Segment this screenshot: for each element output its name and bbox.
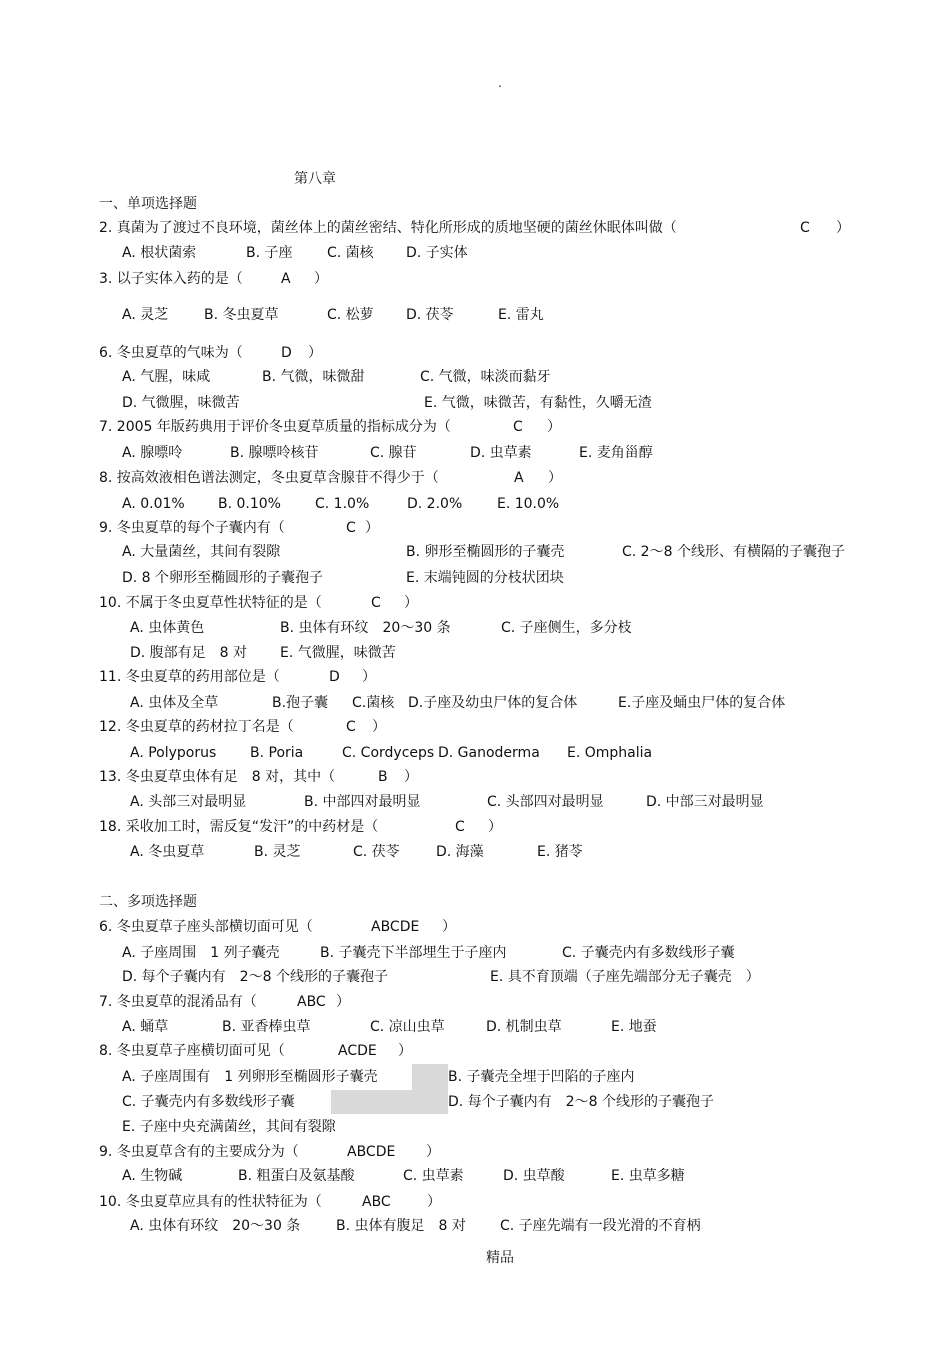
option: A. 大量菌丝，其间有裂隙: [122, 544, 281, 560]
option: B. Poria: [250, 745, 304, 761]
question-stem: 8. 按高效液相色谱法测定，冬虫夏草含腺苷不得少于（: [99, 470, 439, 486]
option: C. Cordyceps: [342, 745, 435, 761]
option: D. 机制虫草: [486, 1019, 562, 1035]
option: D. 每个子囊内有 2～8 个线形的子囊孢子: [448, 1094, 714, 1110]
option: A. 冬虫夏草: [130, 844, 205, 860]
question-close: ）: [308, 345, 322, 361]
option: D. 子实体: [406, 245, 468, 261]
option: D.子座及幼虫尸体的复合体: [408, 695, 578, 711]
option: B. 冬虫夏草: [204, 307, 279, 323]
option: B. 子座: [246, 245, 293, 261]
question-stem: 13. 冬虫夏草虫体有足 8 对，其中（: [99, 769, 336, 785]
shaded-block: [412, 1064, 448, 1090]
option: D. 每个子囊内有 2～8 个线形的子囊孢子: [122, 969, 388, 985]
option: A. 子座周围 1 列子囊壳: [122, 945, 280, 961]
question-close: ）: [427, 1194, 441, 1210]
option: C. 子座侧生，多分枝: [501, 620, 632, 636]
option: A. 腺嘌呤: [122, 445, 183, 461]
option: C. 1.0%: [315, 496, 370, 512]
option: E. 地蚕: [611, 1019, 657, 1035]
option: D. 虫草酸: [503, 1168, 565, 1184]
question-stem: 9. 冬虫夏草含有的主要成分为（: [99, 1144, 299, 1160]
option: A. 头部三对最明显: [130, 794, 247, 810]
option: C. 子囊壳内有多数线形子囊: [562, 945, 735, 961]
option: E. 具不育顶端（子座先端部分无子囊壳 ）: [490, 969, 760, 985]
option: A. 根状菌索: [122, 245, 197, 261]
option: C. 头部四对最明显: [487, 794, 604, 810]
option: C. 茯苓: [353, 844, 400, 860]
question-stem: 10. 冬虫夏草应具有的性状特征为（: [99, 1194, 322, 1210]
question-close: ）: [426, 1144, 440, 1160]
question-stem: 18. 采收加工时，需反复“发汗”的中药材是（: [99, 819, 379, 835]
question-stem: 12. 冬虫夏草的药材拉丁名是（: [99, 719, 294, 735]
option: E. 雷丸: [498, 307, 544, 323]
option: D. Ganoderma: [438, 745, 540, 761]
question-answer: A: [514, 470, 524, 486]
question-close: ）: [362, 669, 376, 685]
question-close: ）: [372, 719, 386, 735]
option: B.孢子囊: [272, 695, 329, 711]
question-answer: ABC: [297, 994, 326, 1010]
question-close: ）: [547, 419, 561, 435]
question-close: ）: [336, 994, 350, 1010]
option: E. 猪苓: [537, 844, 583, 860]
option: B. 腺嘌呤核苷: [230, 445, 319, 461]
option: B. 粗蛋白及氨基酸: [238, 1168, 355, 1184]
option: A. 0.01%: [122, 496, 185, 512]
question-stem: 7. 2005 年版药典用于评价冬虫夏草质量的指标成分为（: [99, 419, 451, 435]
option: B. 灵芝: [254, 844, 301, 860]
option: A. 灵芝: [122, 307, 169, 323]
question-stem: 3. 以子实体入药的是（: [99, 271, 243, 287]
question-answer: C: [346, 719, 356, 735]
option: E. 麦角甾醇: [579, 445, 653, 461]
option: D. 气微腥，味微苦: [122, 395, 240, 411]
option: B. 卵形至椭圆形的子囊壳: [406, 544, 565, 560]
option: C.菌核: [352, 695, 395, 711]
option: D. 中部三对最明显: [646, 794, 764, 810]
question-close: ）: [442, 919, 456, 935]
option: A. 子座周围有 1 列卵形至椭圆形子囊壳: [122, 1069, 378, 1085]
option: C. 腺苷: [370, 445, 417, 461]
option: A. 虫体有环纹 20～30 条: [130, 1218, 301, 1234]
option: E. 虫草多糖: [611, 1168, 685, 1184]
question-stem: 8. 冬虫夏草子座横切面可见（: [99, 1043, 285, 1059]
option: C. 松萝: [327, 307, 374, 323]
option: C. 气微，味淡而黏牙: [420, 369, 551, 385]
option: A. Polyporus: [130, 745, 217, 761]
question-answer: C: [513, 419, 523, 435]
question-answer: C: [800, 220, 810, 236]
question-answer: A: [281, 271, 291, 287]
option: C. 子座先端有一段光滑的不育柄: [500, 1218, 701, 1234]
chapter-title: 第八章: [294, 171, 336, 187]
option: B. 中部四对最明显: [304, 794, 421, 810]
option: C. 子囊壳内有多数线形子囊: [122, 1094, 295, 1110]
option: A. 虫体及全草: [130, 695, 219, 711]
question-stem: 7. 冬虫夏草的混淆品有（: [99, 994, 257, 1010]
option: D. 茯苓: [406, 307, 454, 323]
option: D. 腹部有足 8 对: [130, 645, 248, 661]
header-dot: .: [498, 76, 502, 90]
question-answer: ABCDE: [371, 919, 420, 935]
question-answer: C: [455, 819, 465, 835]
footer-text: 精品: [486, 1250, 514, 1266]
option: B. 虫体有腹足 8 对: [336, 1218, 466, 1234]
option: B. 亚香棒虫草: [222, 1019, 311, 1035]
option: A. 气腥，味咸: [122, 369, 211, 385]
question-close: ）: [836, 220, 850, 236]
option: D. 8 个卵形至椭圆形的子囊孢子: [122, 570, 324, 586]
option: B. 气微，味微甜: [262, 369, 365, 385]
question-close: ）: [314, 271, 328, 287]
section-heading-single: 一、单项选择题: [99, 196, 197, 212]
option: A. 生物碱: [122, 1168, 183, 1184]
section-heading-multi: 二、多项选择题: [99, 894, 197, 910]
question-close: ）: [365, 520, 379, 536]
question-stem: 9. 冬虫夏草的每个子囊内有（: [99, 520, 285, 536]
option: A. 蛹草: [122, 1019, 169, 1035]
option: B. 子囊壳下半部埋生于子座内: [320, 945, 507, 961]
option: B. 虫体有环纹 20～30 条: [280, 620, 451, 636]
option: E. 气微，味微苦，有黏性，久嚼无渣: [424, 395, 652, 411]
question-close: ）: [404, 769, 418, 785]
option: A. 虫体黄色: [130, 620, 205, 636]
option: C. 凉山虫草: [370, 1019, 445, 1035]
question-close: ）: [398, 1043, 412, 1059]
question-answer: C: [371, 595, 381, 611]
question-stem: 11. 冬虫夏草的药用部位是（: [99, 669, 280, 685]
option: B. 子囊壳全埋于凹陷的子座内: [448, 1069, 635, 1085]
option: D. 虫草素: [470, 445, 532, 461]
question-stem: 6. 冬虫夏草子座头部横切面可见（: [99, 919, 313, 935]
question-stem: 10. 不属于冬虫夏草性状特征的是（: [99, 595, 322, 611]
question-answer: C: [346, 520, 356, 536]
question-answer: ACDE: [338, 1043, 377, 1059]
question-answer: D: [329, 669, 340, 685]
option: E.子座及蛹虫尸体的复合体: [618, 695, 786, 711]
option: B. 0.10%: [218, 496, 281, 512]
option: C. 菌核: [327, 245, 374, 261]
question-close: ）: [488, 819, 502, 835]
option: E. Omphalia: [567, 745, 653, 761]
option: E. 子座中央充满菌丝，其间有裂隙: [122, 1119, 336, 1135]
question-answer: ABC: [362, 1194, 391, 1210]
option: E. 气微腥，味微苦: [280, 645, 396, 661]
shaded-block: [331, 1090, 448, 1114]
question-answer: ABCDE: [347, 1144, 396, 1160]
question-close: ）: [404, 595, 418, 611]
option: D. 海藻: [436, 844, 484, 860]
option: D. 2.0%: [407, 496, 463, 512]
option: E. 10.0%: [497, 496, 560, 512]
option: E. 末端钝圆的分枝状团块: [406, 570, 564, 586]
question-answer: D: [281, 345, 292, 361]
question-stem: 2. 真菌为了渡过不良环境，菌丝体上的菌丝密结、特化所形成的质地坚硬的菌丝休眠体叫做（: [99, 220, 677, 236]
option: C. 2～8 个线形、有横隔的子囊孢子: [622, 544, 845, 560]
question-stem: 6. 冬虫夏草的气味为（: [99, 345, 243, 361]
question-close: ）: [548, 470, 562, 486]
question-answer: B: [378, 769, 388, 785]
option: C. 虫草素: [403, 1168, 464, 1184]
